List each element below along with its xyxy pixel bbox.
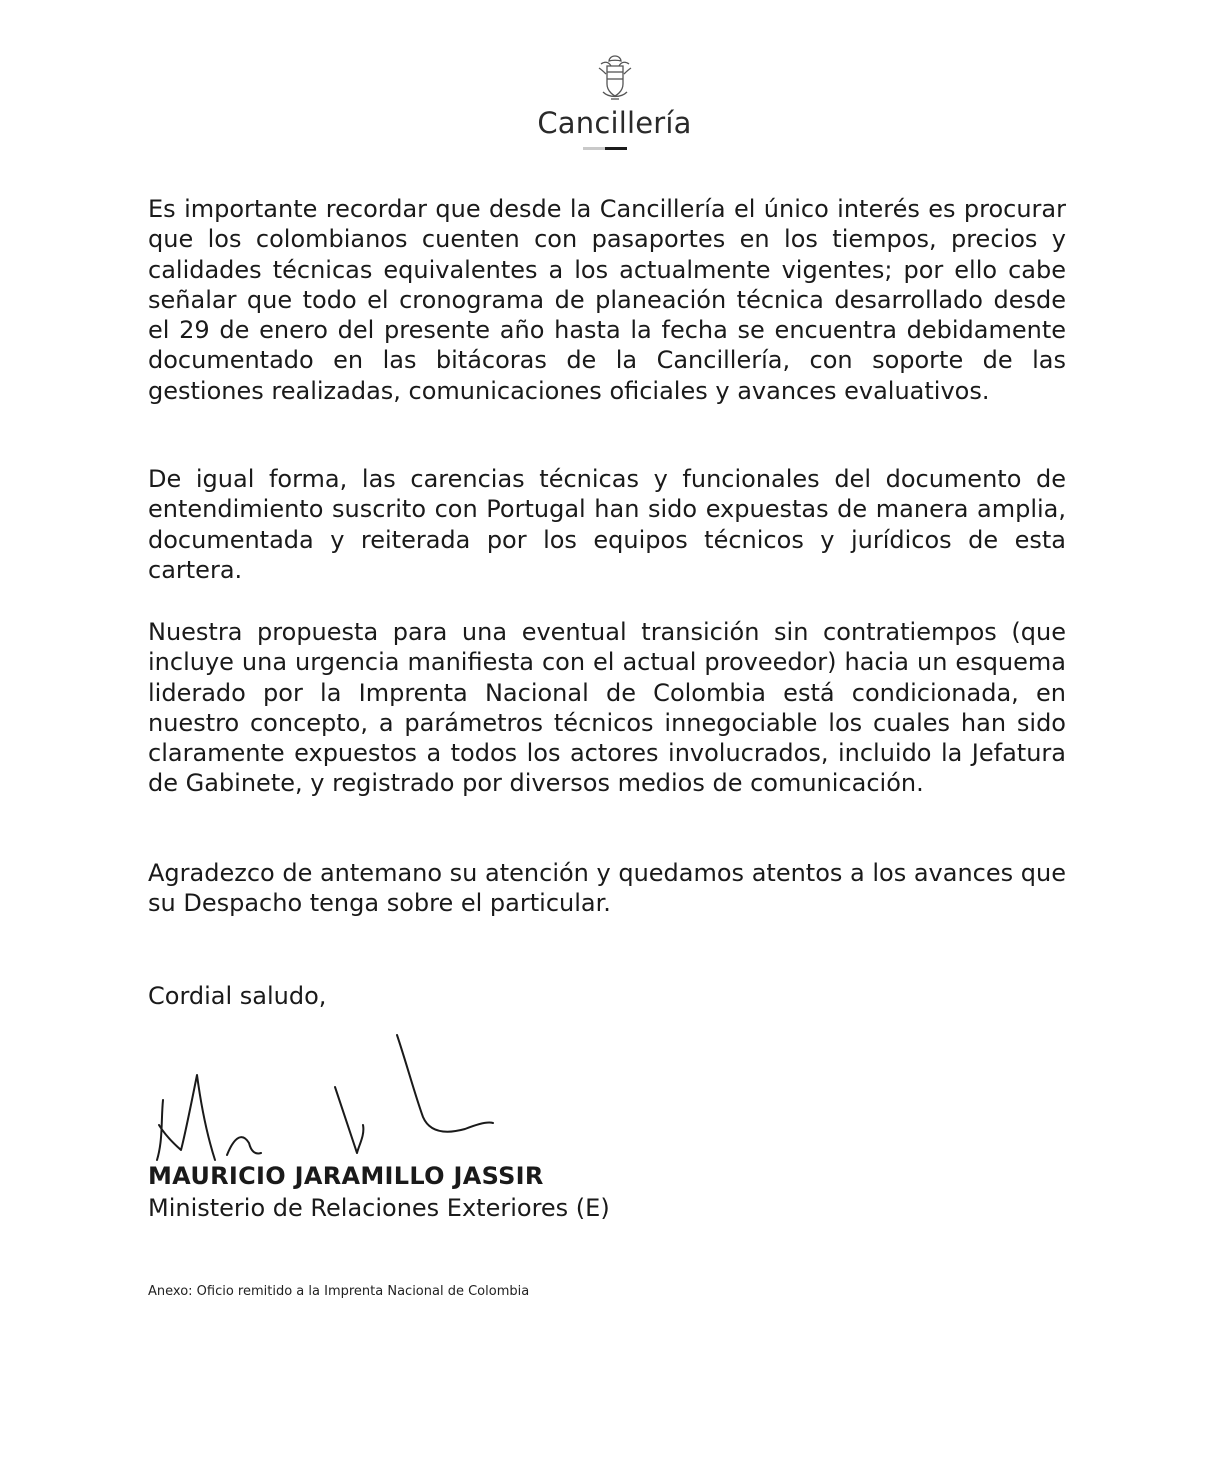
signer-title: Ministerio de Relaciones Exteriores (E) [148,1194,610,1222]
brand-name: Cancillería [537,106,692,140]
paragraph-4: Agradezco de antemano su atención y quedamos atentos a los avances que su Despacho tenga sobre el particular. [148,859,1066,918]
letterhead [0,52,1229,104]
signer-name: MAURICIO JARAMILLO JASSIR [148,1162,544,1190]
coat-of-arms-icon [593,52,637,104]
paragraph-1: Es importante recordar que desde la Cancillería el único interés es procurar que los colombianos cuenten con pasaportes en los tiempos, precios y calidades técnicas equivalentes a los actualmente vigentes; por ello cabe señalar que todo el cronograma de planeación técnica desarrollado desde el 29 de enero del presente año hasta la fecha se encuentra debidamente documentado en las bitácoras de la Cancillería, con soporte de las gestiones realizadas, comunicaciones oficiales y avances evaluativos. [148,195,1066,405]
closing-salutation: Cordial saludo, [148,982,327,1010]
paragraph-2: De igual forma, las carencias técnicas y funcionales del documento de entendimiento suscrito con Portugal han sido expuestas de manera amplia, documentada y reiterada por los equipos técnicos y jurídicos de esta cartera. [148,465,1066,584]
paragraph-3: Nuestra propuesta para una eventual transición sin contratiempos (que incluye una urgencia manifiesta con el actual proveedor) hacia un esquema liderado por la Imprenta Nacional de Colombia está condicionada, en nuestro concepto, a parámetros técnicos innegociable los cuales han sido claramente expuestos a todos los actores involucrados, incluido la Jefatura de Gabinete, y registrado por diversos medios de comunicación. [148,618,1066,798]
handwritten-signature-icon [145,1025,505,1175]
brand-divider [583,147,627,150]
annex-note: Anexo: Oficio remitido a la Imprenta Nacional de Colombia [148,1284,530,1299]
